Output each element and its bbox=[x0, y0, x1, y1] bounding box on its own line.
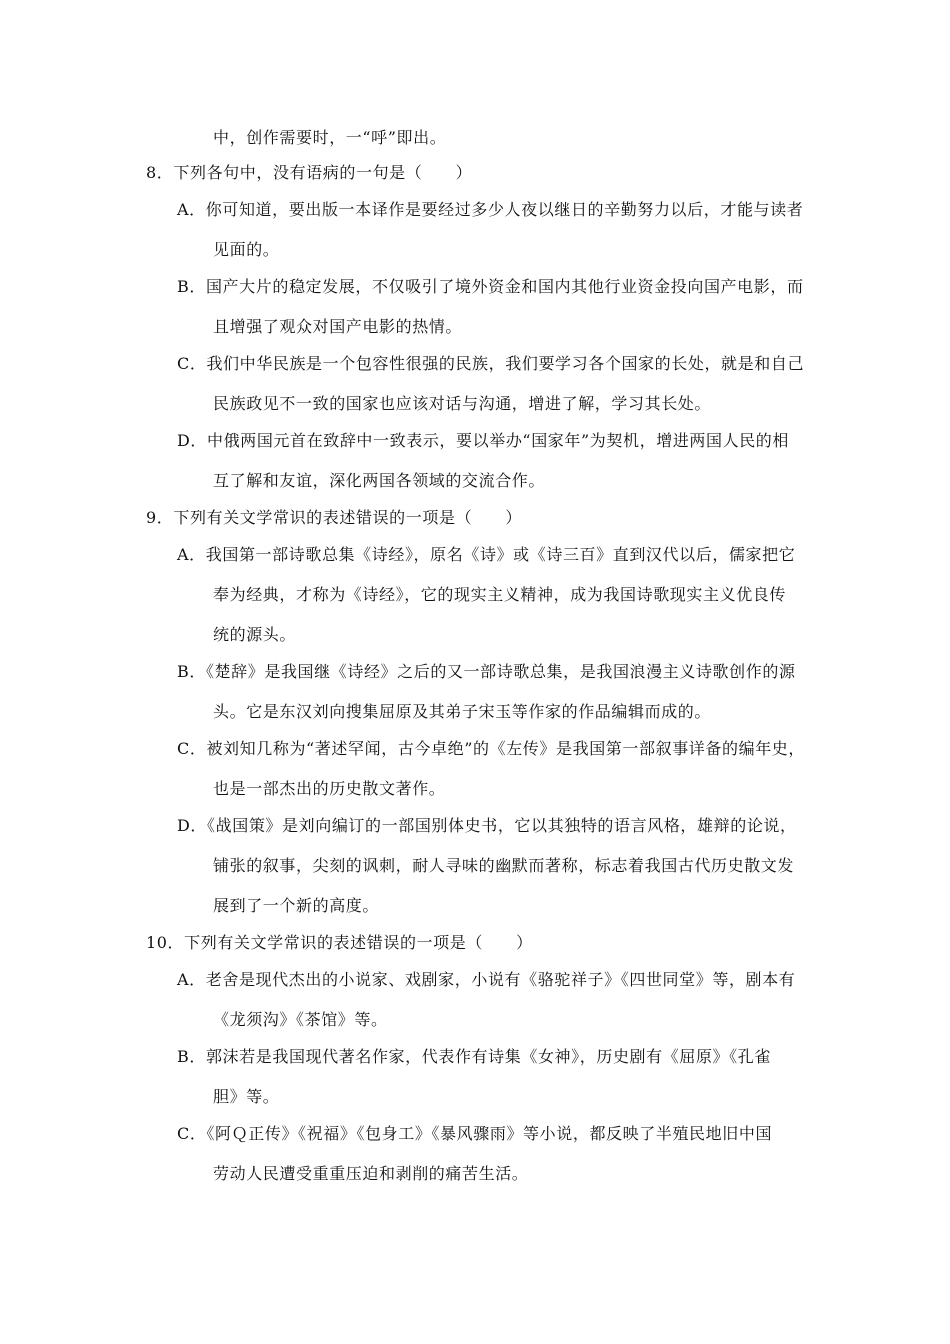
q8-option-c: C．我们中华民族是一个包容性很强的民族，我们要学习各个国家的长处，就是和自己 bbox=[177, 354, 805, 373]
q9-option-c: C．被刘知几称为“著述罕闻，古今卓绝”的《左传》是我国第一部叙事详备的编年史， bbox=[177, 739, 806, 758]
q10-option-b-cont: 胆》等。 bbox=[213, 1087, 280, 1106]
q8-option-c-cont: 民族政见不一致的国家也应该对话与沟通，增进了解，学习其长处。 bbox=[213, 394, 712, 413]
q9-option-a: A．我国第一部诗歌总集《诗经》，原名《诗》或《诗三百》直到汉代以后，儒家把它 bbox=[177, 545, 796, 564]
question-8-stem: 8．下列各句中，没有语病的一句是（ ） bbox=[146, 163, 473, 182]
q8-option-d-cont: 互了解和友谊，深化两国各领域的交流合作。 bbox=[213, 471, 546, 490]
q10-option-c-cont: 劳动人民遭受重重压迫和剥削的痛苦生活。 bbox=[213, 1164, 529, 1183]
q9-option-b-cont: 头。它是东汉刘向搜集屈原及其弟子宋玉等作家的作品编辑而成的。 bbox=[213, 702, 712, 721]
q8-option-b: B．国产大片的稳定发展，不仅吸引了境外资金和国内其他行业资金投向国产电影，而 bbox=[177, 277, 804, 296]
q10-option-a-cont: 《龙须沟》《茶馆》等。 bbox=[213, 1010, 388, 1029]
q8-option-a: A．你可知道，要出版一本译作是要经过多少人夜以继日的辛勤努力以后，才能与读者 bbox=[177, 200, 804, 219]
q9-option-b: B．《楚辞》是我国继《诗经》之后的又一部诗歌总集，是我国浪漫主义诗歌创作的源 bbox=[177, 662, 796, 681]
question-10-stem: 10．下列有关文学常识的表述错误的一项是（ ） bbox=[146, 933, 533, 952]
q10-option-c: C．《阿Ｑ正传》《祝福》《包身工》《暴风骤雨》等小说，都反映了半殖民地旧中国 bbox=[177, 1124, 773, 1143]
q10-option-b: B．郭沫若是我国现代著名作家，代表作有诗集《女神》，历史剧有《屈原》《孔雀 bbox=[177, 1047, 771, 1066]
q8-option-d: D．中俄两国元首在致辞中一致表示，要以举办“国家年”为契机，增进两国人民的相 bbox=[177, 431, 789, 450]
q10-option-a: A．老舍是现代杰出的小说家、戏剧家，小说有《骆驼祥子》《四世同堂》等，剧本有 bbox=[177, 970, 796, 989]
q9-option-d-cont-2: 展到了一个新的高度。 bbox=[213, 896, 380, 915]
q8-option-b-cont: 且增强了观众对国产电影的热情。 bbox=[213, 317, 463, 336]
q9-option-c-cont: 也是一部杰出的历史散文著作。 bbox=[213, 779, 446, 798]
q9-option-d: D．《战国策》是刘向编订的一部国别体史书，它以其独特的语言风格，雄辩的论说， bbox=[177, 816, 797, 835]
q9-option-a-cont-1: 奉为经典，才称为《诗经》，它的现实主义精神，成为我国诗歌现实主义优良传 bbox=[213, 585, 787, 604]
continuation-line: 中，创作需要时，一“呼”即出。 bbox=[213, 128, 447, 147]
question-9-stem: 9．下列有关文学常识的表述错误的一项是（ ） bbox=[146, 508, 522, 527]
q8-option-a-cont: 见面的。 bbox=[213, 240, 280, 259]
q9-option-d-cont-1: 铺张的叙事，尖刻的讽刺，耐人寻味的幽默而著称，标志着我国古代历史散文发 bbox=[213, 856, 795, 875]
q9-option-a-cont-2: 统的源头。 bbox=[213, 625, 297, 644]
